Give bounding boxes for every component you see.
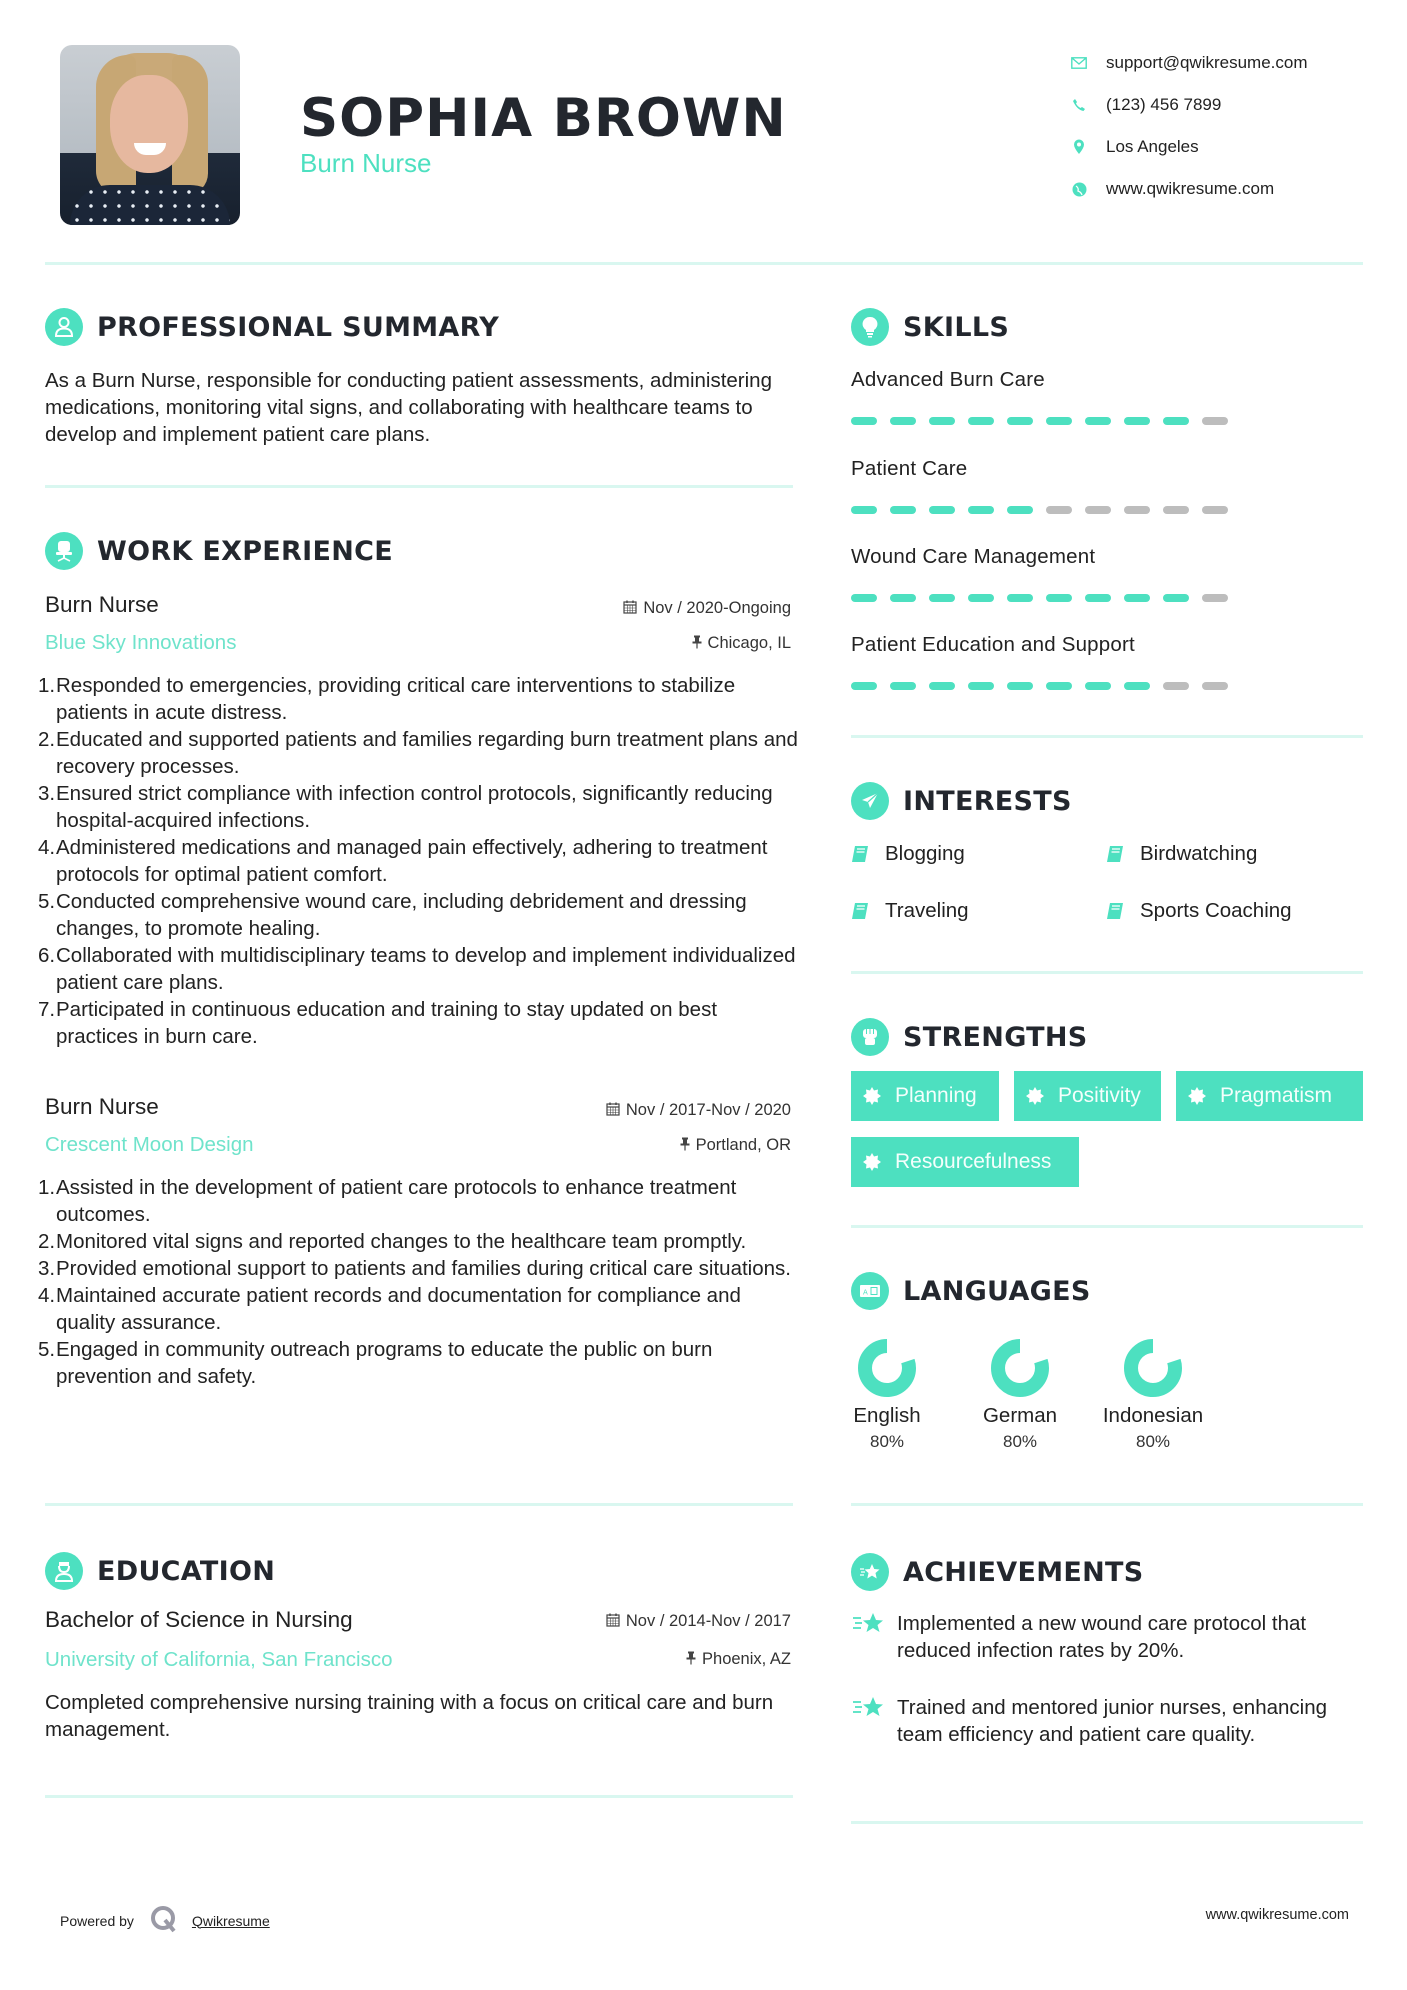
language-name: German [982, 1404, 1058, 1427]
strength-tag [1176, 1071, 1363, 1121]
interest-label: Blogging [885, 842, 965, 865]
job-title: Burn Nurse [45, 1094, 159, 1119]
education-description: Completed comprehensive nursing training with a focus on critical care and burn management. [45, 1691, 774, 1741]
phone-icon [1070, 96, 1088, 114]
section-header-education [45, 1552, 275, 1590]
list-item: 6. Collaborated with multidisciplinary teams to develop and implement individualized patient care plans. [38, 944, 796, 994]
svg-text:A: A [863, 1288, 868, 1297]
job-responsibilities [38, 672, 798, 1050]
contact-phone[interactable] [1070, 84, 1308, 126]
list-item: 4. Maintained accurate patient records and documentation for compliance and quality assurance. [38, 1284, 741, 1334]
skill-level-bar [851, 417, 1228, 425]
pushpin-icon [692, 635, 702, 652]
list-item: 2. Monitored vital signs and reported changes to the healthcare team promptly. [38, 1230, 747, 1253]
contact-email[interactable] [1070, 42, 1308, 84]
contact-location-text: Los Angeles [1106, 137, 1199, 156]
powered-by-label: Powered by [60, 1912, 134, 1929]
strength-tag [1014, 1071, 1161, 1121]
list-item: 5. Conducted comprehensive wound care, including debridement and dressing changes, to promote healing. [38, 890, 747, 940]
section-divider [851, 735, 1363, 738]
skill-level-bar [851, 682, 1228, 690]
section-divider [45, 1795, 793, 1798]
list-item: 2. Educated and supported patients and families regarding burn treatment plans and recovery processes. [38, 728, 798, 778]
strength-label: Positivity [1058, 1084, 1141, 1107]
graduate-icon [45, 1552, 83, 1590]
star-badge-icon [851, 1553, 889, 1591]
section-title: STRENGTHS [903, 1021, 1088, 1053]
section-header-languages [851, 1272, 1091, 1310]
section-title: EDUCATION [97, 1555, 276, 1587]
list-item: 7. Participated in continuous education and training to stay updated on best practices in burn care. [38, 998, 718, 1048]
language-name: Indonesian [1102, 1404, 1204, 1427]
skill-level-bar [851, 594, 1228, 602]
language-percent: 80% [869, 1432, 905, 1451]
book-icon [851, 902, 869, 920]
education-date [400, 1612, 791, 1631]
contact-location [1070, 126, 1308, 168]
section-title: INTERESTS [903, 785, 1072, 817]
list-item: 3. Provided emotional support to patients and families during critical care situations. [38, 1257, 791, 1280]
job-location-text: Chicago, IL [707, 634, 791, 652]
section-header-interests [851, 782, 1072, 820]
section-header-summary [45, 308, 499, 346]
list-item: 5. Engaged in community outreach programs to educate the public on burn prevention and safety. [38, 1338, 713, 1388]
book-icon [851, 845, 869, 863]
section-title: SKILLS [903, 311, 1010, 343]
section-header-skills [851, 308, 1009, 346]
section-header-achievements [851, 1553, 1144, 1591]
interest-label: Birdwatching [1140, 842, 1258, 865]
education-location [400, 1650, 791, 1669]
envelope-icon [1070, 54, 1088, 72]
qwikresume-logo-icon [150, 1905, 178, 1936]
interest-item [851, 842, 965, 866]
book-icon [1106, 845, 1124, 863]
language-progress-ring [1121, 1336, 1185, 1400]
language-name: English [853, 1404, 921, 1427]
contact-list [1070, 42, 1308, 210]
contact-email-text: support@qwikresume.com [1106, 53, 1308, 72]
summary-text: As a Burn Nurse, responsible for conducting patient assessments, administering medications, monitoring vital signs, and collaborating with healthcare teams to develop and implement patient care plans. [45, 369, 772, 446]
profile-photo [60, 45, 240, 225]
language-item [827, 1336, 947, 1452]
skill-level-bar [851, 506, 1228, 514]
interest-label: Traveling [885, 899, 969, 922]
job-location [400, 1136, 791, 1155]
list-item: 4. Administered medications and managed pain effectively, adhering to treatment protocols for optimal patient comfort. [38, 836, 768, 886]
section-divider [851, 1503, 1363, 1506]
language-item [960, 1336, 1080, 1452]
pushpin-icon [686, 1651, 696, 1668]
interest-item [851, 899, 969, 923]
skill-name: Patient Care [851, 457, 968, 480]
achievement-text: Implemented a new wound care protocol that reduced infection rates by 20%. [897, 1612, 1307, 1662]
pushpin-icon [680, 1137, 690, 1154]
badge-burst-icon [863, 1087, 881, 1105]
header-divider [45, 262, 1363, 265]
job-date [400, 599, 791, 618]
section-divider [45, 485, 793, 488]
footer-powered-by [60, 1905, 270, 1936]
contact-website[interactable] [1070, 168, 1308, 210]
qwikresume-link[interactable]: Qwikresume [191, 1912, 270, 1929]
language-progress-ring [855, 1336, 919, 1400]
skill-name: Advanced Burn Care [851, 368, 1045, 391]
job-company: Crescent Moon Design [45, 1133, 254, 1156]
section-header-strengths [851, 1018, 1088, 1056]
badge-burst-icon [1188, 1087, 1206, 1105]
lightbulb-icon [851, 308, 889, 346]
section-divider [851, 1225, 1363, 1228]
book-icon [1106, 902, 1124, 920]
section-divider [851, 1821, 1363, 1824]
school-name: University of California, San Francisco [45, 1648, 393, 1671]
candidate-name: SOPHIA BROWN [300, 88, 787, 149]
list-item: 1. Assisted in the development of patient care protocols to enhance treatment outcomes. [38, 1176, 737, 1226]
paper-plane-icon [851, 782, 889, 820]
job-responsibilities [38, 1174, 798, 1390]
office-chair-icon [45, 532, 83, 570]
fist-icon [851, 1018, 889, 1056]
contact-phone-text: (123) 456 7899 [1106, 95, 1222, 114]
language-percent: 80% [1002, 1432, 1038, 1451]
section-header-experience [45, 532, 393, 570]
star-icon [851, 1694, 885, 1720]
job-date [400, 1101, 791, 1120]
globe-icon [1070, 180, 1088, 198]
calendar-icon [606, 1613, 620, 1630]
calendar-icon [623, 600, 637, 617]
list-item: 1. Responded to emergencies, providing critical care interventions to stabilize patients in acute distress. [38, 674, 736, 724]
strength-tag [851, 1071, 999, 1121]
skill-name: Patient Education and Support [851, 633, 1135, 656]
contact-website-text: www.qwikresume.com [1106, 179, 1275, 198]
badge-burst-icon [863, 1153, 881, 1171]
job-location-text: Portland, OR [695, 1136, 791, 1154]
skill-name: Wound Care Management [851, 545, 1096, 568]
section-title: PROFESSIONAL SUMMARY [97, 311, 500, 343]
section-divider [45, 1503, 793, 1506]
strength-label: Pragmatism [1220, 1084, 1333, 1107]
candidate-title: Burn Nurse [300, 148, 432, 178]
job-location [400, 634, 791, 653]
interest-label: Sports Coaching [1140, 899, 1292, 922]
education-date-text: Nov / 2014-Nov / 2017 [625, 1612, 791, 1630]
list-item: 3. Ensured strict compliance with infection control protocols, significantly reducing hospital-acquired infections. [38, 782, 773, 832]
translate-icon [851, 1272, 889, 1310]
degree-title: Bachelor of Science in Nursing [45, 1607, 353, 1632]
language-item [1093, 1336, 1213, 1452]
star-icon [851, 1610, 885, 1636]
section-title: LANGUAGES [903, 1275, 1091, 1307]
strength-label: Planning [895, 1084, 977, 1107]
strength-label: Resourcefulness [895, 1150, 1052, 1173]
language-progress-ring [988, 1336, 1052, 1400]
job-company: Blue Sky Innovations [45, 631, 237, 654]
job-date-text: Nov / 2017-Nov / 2020 [625, 1101, 791, 1119]
achievement-text: Trained and mentored junior nurses, enhancing team efficiency and patient care quality. [897, 1696, 1328, 1746]
section-title: ACHIEVEMENTS [903, 1556, 1144, 1588]
strength-tag [851, 1137, 1079, 1187]
footer-website[interactable]: www.qwikresume.com [1205, 1907, 1349, 1923]
calendar-icon [606, 1102, 620, 1119]
map-pin-icon [1070, 138, 1088, 156]
education-location-text: Phoenix, AZ [702, 1650, 791, 1668]
interest-item [1106, 842, 1257, 866]
language-percent: 80% [1135, 1432, 1171, 1451]
section-divider [851, 971, 1363, 974]
achievement-item [851, 1694, 1371, 1748]
section-title: WORK EXPERIENCE [97, 535, 393, 567]
achievement-item [851, 1610, 1371, 1664]
badge-burst-icon [1026, 1087, 1044, 1105]
job-title: Burn Nurse [45, 592, 159, 617]
interest-item [1106, 899, 1292, 923]
job-date-text: Nov / 2020-Ongoing [643, 599, 791, 617]
user-icon [45, 308, 83, 346]
